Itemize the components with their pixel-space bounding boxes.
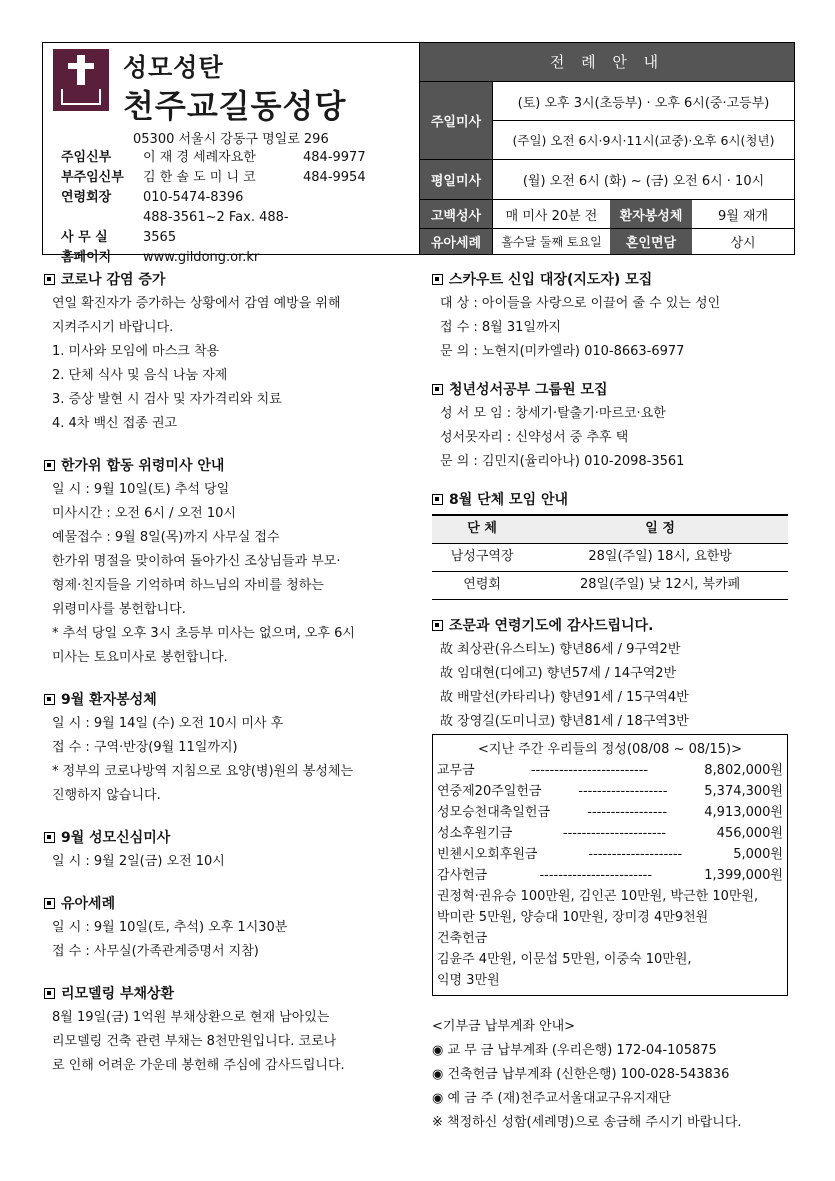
account-line: ◉ 건축헌금 납부계좌 (신한은행) 100-028-543836 <box>432 1067 730 1082</box>
section-title <box>44 982 419 1006</box>
sick-communion-label: 환자봉성체 <box>610 199 692 228</box>
section-title-text: 8월 단체 모임 안내 <box>449 492 569 508</box>
offering-dashes: ------------------------- <box>530 763 649 778</box>
contact-key: 사 무 실 <box>61 230 108 245</box>
section-line: 4. 4차 백신 접종 권고 <box>52 416 178 431</box>
section-title <box>44 688 419 712</box>
section-marker-icon <box>44 694 55 705</box>
section-line: 연일 확진자가 증가하는 상황에서 감염 예방을 위해 <box>52 296 341 311</box>
section-line: 로 인해 어려운 가운데 봉헌해 주심에 감사드립니다. <box>52 1058 345 1073</box>
weekday-mass: (월) 오전 6시 (화) ~ (금) 오전 6시 · 10시 <box>492 159 794 199</box>
section-marker-icon <box>44 832 55 843</box>
section-line: 8월 19일(금) 1억원 부채상환으로 현재 남아있는 <box>52 1010 330 1025</box>
offering-amount: 4,913,000원 <box>704 805 783 820</box>
section-title <box>44 892 419 916</box>
section-marker-icon <box>432 494 443 505</box>
section-title-text: 리모델링 부채상환 <box>61 986 175 1002</box>
section-title <box>432 378 792 402</box>
offering-note: 권정혁·권유승 100만원, 김인곤 10만원, 박근한 10만원, <box>437 889 759 904</box>
offering-note: 박미란 5만원, 양승대 10만원, 장미경 4만9천원 <box>437 910 709 925</box>
table-cell: 28일(주일) 18시, 요한방 <box>532 543 788 571</box>
section-line: 미사시간 : 오전 6시 / 오전 10시 <box>52 506 236 521</box>
account-line: ◉ 예 금 주 (재)천주교서울대교구유지재단 <box>432 1091 671 1106</box>
section-title <box>432 488 792 512</box>
offering-row <box>437 802 783 823</box>
section-title <box>432 268 792 292</box>
marriage-info: 상시 <box>692 228 794 254</box>
parish-name: 천주교길동성당 <box>123 87 347 125</box>
section-marker-icon <box>44 460 55 471</box>
left-column <box>44 268 419 1078</box>
table-row <box>432 543 788 571</box>
contact-row <box>61 248 366 268</box>
table-cell: 28일(주일) 낮 12시, 북카페 <box>532 571 788 599</box>
contact-key: 연령회장 <box>61 190 112 205</box>
offering-item: 연중제20주일헌금 <box>437 784 542 799</box>
offering-amount: 5,000원 <box>733 847 783 862</box>
section-line: 故 임대현(디에고) 향년57세 / 14구역2반 <box>440 665 677 681</box>
sunday-mass-label: 주일미사 <box>420 81 492 159</box>
section-line: 성 서 모 임 : 창세기·탈출기·마르코·요한 <box>440 406 666 421</box>
section-title-text: 스카우트 신입 대장(지도자) 모집 <box>449 272 653 288</box>
offering-note: 건축헌금 <box>437 931 488 946</box>
section-line: 성서못자리 : 신약성서 중 추후 택 <box>440 430 629 445</box>
offering-dashes: ------------------- <box>578 784 668 799</box>
confession-label: 고백성사 <box>420 199 492 228</box>
account-title: <기부금 납부계좌 안내> <box>432 1019 576 1034</box>
sunday-mass-1: (토) 오후 3시(초등부) · 오후 6시(중·고등부) <box>492 81 794 120</box>
baptism-time: 홀수달 둘째 토요일 <box>492 228 610 254</box>
offering-title: <지난 주간 우리들의 정성(08/08 ~ 08/15)> <box>478 742 742 757</box>
contact-value: 010-5474-8396 <box>143 190 244 205</box>
section-title <box>44 268 419 292</box>
section-line: 일 시 : 9월 10일(토) 추석 당일 <box>52 482 230 497</box>
section-line: 위령미사를 봉헌합니다. <box>52 602 186 617</box>
contact-phone: 484-9954 <box>303 170 366 185</box>
section-line: 형제·친지들을 기억하며 하느님의 자비를 청하는 <box>52 578 324 593</box>
right-column <box>432 268 792 734</box>
section-title-text: 한가위 합동 위령미사 안내 <box>61 458 225 474</box>
offering-note: 김윤주 4만원, 이문섭 5만원, 이중숙 10만원, <box>437 952 692 967</box>
section-line: 예물접수 : 9월 8일(목)까지 사무실 접수 <box>52 530 280 545</box>
table-header: 일 정 <box>532 515 788 543</box>
parish-logo-icon <box>53 49 109 111</box>
contact-row <box>61 168 366 188</box>
table-row <box>432 571 788 599</box>
section-title <box>432 614 792 638</box>
section-title <box>44 826 419 850</box>
section-title <box>44 454 419 478</box>
offering-dashes: ------------------------ <box>539 868 653 883</box>
offering-note: 익명 3만원 <box>437 973 500 988</box>
section-line: * 정부의 코로나방역 지침으로 요양(병)원의 봉성체는 <box>52 764 354 779</box>
table-cell: 연령회 <box>432 571 532 599</box>
section-line: 문 의 : 김민지(율리아나) 010-2098-3561 <box>440 454 685 469</box>
parish-address: 05300 서울시 강동구 명일로 296 <box>133 132 329 147</box>
contact-key: 홈페이지 <box>61 250 112 265</box>
baptism-label: 유아세례 <box>420 228 492 254</box>
section-line: 故 배말선(카타리나) 향년91세 / 15구역4반 <box>440 689 689 705</box>
section-marker-icon <box>432 274 443 285</box>
offering-dashes: ---------------------- <box>562 826 667 841</box>
offering-item: 성모승천대축일헌금 <box>437 805 551 820</box>
account-info <box>432 1015 792 1135</box>
account-line: ※ 책정하신 성함(세례명)으로 송금해 주시기 바랍니다. <box>432 1115 742 1130</box>
contact-phone: 484-9977 <box>303 150 366 165</box>
section-title-text: 9월 환자봉성체 <box>61 692 157 708</box>
offering-amount: 5,374,300원 <box>704 784 783 799</box>
offering-item: 성소후원기금 <box>437 826 513 841</box>
offering-row <box>437 781 783 802</box>
group-table <box>432 514 788 600</box>
contact-value: 488-3561~2 Fax. 488-3565 <box>143 210 289 245</box>
section-line: 故 장영길(도미니코) 향년81세 / 18구역3반 <box>440 713 689 729</box>
liturgy-guide <box>420 43 794 254</box>
section-line: 문 의 : 노현지(미카엘라) 010-8663-6977 <box>440 344 685 359</box>
section-line: 진행하지 않습니다. <box>52 788 161 803</box>
contact-key: 부주임신부 <box>61 170 124 185</box>
section-title-text: 조문과 연령기도에 감사드립니다. <box>449 617 654 634</box>
section-title-text: 코로나 감염 증가 <box>61 272 166 288</box>
offering-amount: 456,000원 <box>716 826 783 841</box>
contact-value: 김 한 솔 도 미 니 코 <box>143 170 256 185</box>
contact-list <box>61 148 366 268</box>
section-line: 일 시 : 9월 10일(토, 추석) 오후 1시30분 <box>52 920 288 935</box>
offering-item: 빈첸시오회후원금 <box>437 847 538 862</box>
section-marker-icon <box>432 620 443 631</box>
section-title-text: 9월 성모신심미사 <box>61 830 171 846</box>
section-line: 미사는 토요미사로 봉헌합니다. <box>52 650 228 665</box>
section-title-text: 유아세례 <box>61 896 116 912</box>
parish-info <box>43 43 420 265</box>
account-line: ◉ 교 무 금 납부계좌 (우리은행) 172-04-105875 <box>432 1043 717 1058</box>
offering-amount: 8,802,000원 <box>704 763 783 778</box>
section-line: 접 수 : 사무실(가족관계증명서 지참) <box>52 944 259 959</box>
offering-row <box>437 760 783 781</box>
section-marker-icon <box>44 274 55 285</box>
table-cell: 남성구역장 <box>432 543 532 571</box>
section-line: 접 수 : 8월 31일까지 <box>440 320 562 335</box>
section-line: 1. 미사와 모임에 마스크 착용 <box>52 344 220 359</box>
contact-value: www.gildong.or.kr <box>143 250 260 265</box>
marriage-label: 혼인면담 <box>610 228 692 254</box>
contact-key: 주임신부 <box>61 150 112 165</box>
contact-row <box>61 148 366 168</box>
parish-subtitle: 성모성탄 <box>123 53 224 82</box>
section-line: 한가위 명절을 맞이하여 돌아가신 조상님들과 부모· <box>52 554 341 569</box>
confession-time: 매 미사 20분 전 <box>492 199 610 228</box>
offering-dashes: ----------------- <box>587 805 668 820</box>
offering-row <box>437 844 783 865</box>
section-marker-icon <box>432 384 443 395</box>
contact-value: 이 재 경 세례자요한 <box>143 150 256 165</box>
section-line: * 추석 당일 오후 3시 초등부 미사는 없으며, 오후 6시 <box>52 626 355 641</box>
offering-dashes: -------------------- <box>588 847 683 862</box>
contact-row <box>61 208 366 248</box>
offering-item: 교무금 <box>437 763 475 778</box>
section-line: 지켜주시기 바랍니다. <box>52 320 174 335</box>
offering-item: 감사헌금 <box>437 868 488 883</box>
section-line: 3. 증상 발현 시 검사 및 자가격리와 치료 <box>52 392 282 407</box>
section-line: 대 상 : 아이들을 사랑으로 이끌어 줄 수 있는 성인 <box>440 296 721 311</box>
bulletin-header <box>42 42 795 265</box>
offering-box <box>432 734 788 996</box>
liturgy-title: 전 례 안 내 <box>420 43 794 81</box>
section-title-text: 청년성서공부 그룹원 모집 <box>449 382 608 398</box>
sick-communion: 9월 재개 <box>692 199 794 228</box>
sunday-mass-2: (주일) 오전 6시·9시·11시(교중)·오후 6시(청년) <box>492 120 794 159</box>
section-line: 故 최상관(유스티노) 향년86세 / 9구역2반 <box>440 641 681 657</box>
weekday-mass-label: 평일미사 <box>420 159 492 199</box>
section-line: 2. 단체 식사 및 음식 나눔 자제 <box>52 368 228 383</box>
section-line: 일 시 : 9월 14일 (수) 오전 10시 미사 후 <box>52 716 284 731</box>
contact-row <box>61 188 366 208</box>
section-line: 리모델링 건축 관련 부채는 8천만원입니다. 코로나 <box>52 1034 337 1049</box>
section-line: 일 시 : 9월 2일(금) 오전 10시 <box>52 854 225 869</box>
offering-row <box>437 865 783 886</box>
offering-amount: 1,399,000원 <box>704 868 783 883</box>
table-header: 단 체 <box>432 515 532 543</box>
section-line: 접 수 : 구역·반장(9월 11일까지) <box>52 740 238 755</box>
section-marker-icon <box>44 988 55 999</box>
offering-row <box>437 823 783 844</box>
section-marker-icon <box>44 898 55 909</box>
